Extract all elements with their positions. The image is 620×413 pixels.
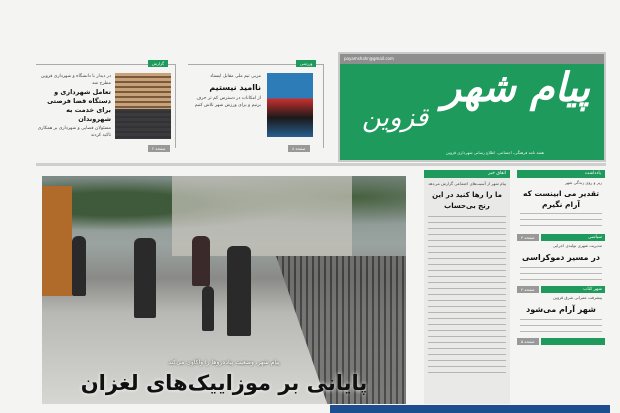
- column-title[interactable]: ما را رها کنید در این رنج بی‌حساب: [432, 191, 502, 210]
- bottom-banner: [330, 405, 610, 413]
- column-kicker: پیام شهر از آسیب‌های اجتماعی گزارش می‌دهد: [428, 181, 506, 186]
- section-bar: [541, 338, 605, 345]
- teaser-kicker: در دیدار با دانشگاه و شهرداری قزوین مطرح شد: [40, 74, 111, 86]
- photo-headline[interactable]: پایانی بر موزاییک‌های لغزان: [80, 371, 368, 395]
- right-column: [517, 170, 605, 404]
- column-header: یادداشت: [517, 170, 605, 178]
- teaser-kicker: مربی تیم ملی مقابل ایستاد: [210, 74, 261, 79]
- teaser-text: [189, 73, 261, 109]
- masthead-info: هفته نامه فرهنگی، اجتماعی، اطلاع رسانی شهرداری قزوین: [445, 150, 544, 155]
- teaser-body: مسئولان قضایی و شهرداری بر همکاری تاکید کردند: [37, 126, 111, 138]
- story-title[interactable]: تقدیر می ابینست که آرام نگیرم: [522, 189, 600, 209]
- story-title[interactable]: در مسیر دموکراسی: [521, 253, 601, 262]
- photo-pedestrian: [134, 238, 156, 318]
- story-page: صفحه ۴: [517, 286, 539, 293]
- story-body: [520, 267, 602, 283]
- middle-column[interactable]: [424, 170, 510, 404]
- divider: [36, 163, 606, 166]
- masthead-logo: پیام شهر: [441, 64, 590, 111]
- masthead-contact: payamshahr@gmail.com: [340, 54, 604, 64]
- teaser-tag: ورزشی: [296, 60, 316, 67]
- photo-kiosk: [42, 186, 72, 296]
- story-page: صفحه ۵: [517, 338, 539, 345]
- column-header: اتفاق خبر: [424, 170, 510, 178]
- teaser-photo-meeting: [115, 73, 171, 139]
- teaser-tag: گزارش: [148, 60, 168, 67]
- photo-caption-sub: پیام شهر، وضعیت پیاده‌روها را واکاوی می‌کند: [168, 359, 280, 366]
- photo-pedestrian: [192, 236, 210, 286]
- story-kicker: زیر و روی زندگی شهر: [564, 180, 602, 185]
- photo-pedestrian: [202, 286, 214, 331]
- photo-captions: [42, 359, 406, 396]
- story-kicker: پیشرفت عمرانی شرق قزوین: [552, 295, 602, 300]
- teaser-text: [37, 73, 111, 139]
- teaser-page: صفحه ۲: [148, 145, 170, 152]
- photo-pedestrian: [227, 246, 251, 336]
- masthead-logo-city: قزوین: [362, 103, 429, 133]
- teaser-title: تعامل شهرداری و دستگاه قضا فرصتی برای خدمت به شهروندان: [47, 88, 111, 123]
- masthead: [338, 52, 606, 162]
- section-bar: سیاسی: [541, 234, 605, 241]
- story-title[interactable]: شهر آرام می‌شود: [526, 305, 596, 314]
- teaser-photo-coach: [267, 73, 313, 137]
- column-body-text: [428, 216, 506, 376]
- teaser-title: ناامید نیستیم: [209, 83, 261, 92]
- teaser-page: صفحه ۸: [288, 145, 310, 152]
- teaser-body: از امکانات در دسترس کم تر حرف بزنیم و برای ورزش شهر تلاش کنیم: [194, 96, 261, 108]
- photo-pedestrian: [72, 236, 86, 296]
- section-bar: شهر کتاب: [541, 286, 605, 293]
- story-body: [520, 319, 602, 335]
- story-kicker: مدیریت شهری تولیدی اجرایی: [552, 243, 602, 248]
- story-body: [520, 213, 602, 231]
- main-photo[interactable]: [42, 176, 406, 404]
- story-page: صفحه ۳: [517, 234, 539, 241]
- teaser-report[interactable]: [36, 61, 176, 151]
- teaser-sports[interactable]: [188, 61, 324, 151]
